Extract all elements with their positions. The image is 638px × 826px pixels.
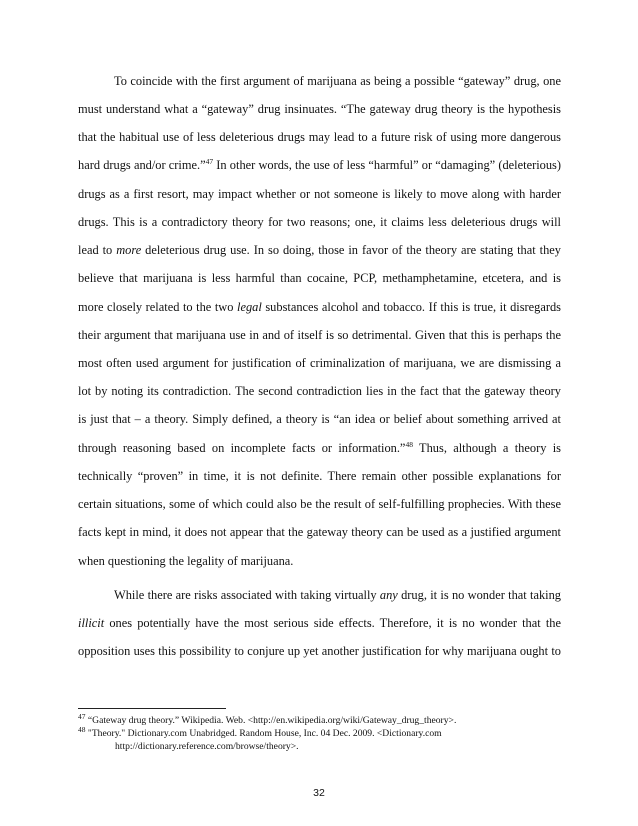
text-segment: In other words, the use of less “harmful” or “damaging” (deleterious) bbox=[213, 158, 561, 172]
footnote-ref-48[interactable]: 48 bbox=[405, 439, 413, 449]
page-number: 32 bbox=[313, 787, 325, 799]
text-segment: substances alcohol and tobacco. If this is true, it disregards bbox=[261, 300, 561, 314]
text-line: most often used argument for justification of criminalization of marijuana, we are dismissing a bbox=[78, 356, 561, 370]
emphasis-text: any bbox=[379, 588, 398, 602]
text-segment: While there are risks associated with taking virtually bbox=[114, 588, 380, 602]
text-segment: drug, it is no wonder that taking bbox=[397, 588, 561, 602]
text-line: opposition uses this possibility to conjure up yet another justification for why marijuana ought to bbox=[78, 644, 561, 658]
text-segment: ones potentially have the most serious side effects. Therefore, it is no wonder that the bbox=[104, 616, 561, 630]
text-line bbox=[78, 615, 561, 631]
text-segment: through reasoning based on incomplete facts or information.” bbox=[78, 441, 406, 455]
footnote-number: 48 bbox=[78, 724, 86, 734]
footnote-url[interactable]: http://dictionary.reference.com/browse/theory>. bbox=[115, 741, 299, 752]
text-segment: hard drugs and/or crime.” bbox=[78, 158, 206, 172]
footnote-48-continuation bbox=[115, 741, 598, 753]
text-line: drugs. This is a contradictory theory for two reasons; one, it claims less deleterious drugs will bbox=[78, 215, 561, 229]
footnote-text: "Theory." Dictionary.com Unabridged. Random House, Inc. 04 Dec. 2009. <Dictionary.com bbox=[85, 728, 442, 739]
text-line bbox=[114, 587, 561, 603]
text-segment: deleterious drug use. In so doing, those in favor of the theory are stating that they bbox=[141, 243, 561, 257]
footnote-number: 47 bbox=[78, 711, 86, 721]
text-line: believe that marijuana is less harmful than cocaine, PCP, methamphetamine, etcetera, and is bbox=[78, 271, 561, 285]
text-line: certain situations, some of which could also be the result of self-fulfilling prophecies. With these bbox=[78, 497, 561, 511]
footnote-ref-47[interactable]: 47 bbox=[205, 156, 214, 166]
text-segment: more closely related to the two bbox=[78, 300, 238, 314]
text-line: lot by noting its contradiction. The second contradiction lies in the fact that the gateway theory bbox=[78, 384, 561, 398]
emphasis-text: illicit bbox=[78, 616, 105, 630]
text-line bbox=[78, 299, 561, 315]
text-line bbox=[78, 242, 561, 258]
text-segment: Thus, although a theory is bbox=[412, 441, 561, 455]
text-line bbox=[78, 440, 561, 456]
footnote-separator bbox=[78, 708, 226, 709]
text-line: that the habitual use of less deleterious drugs may lead to a future risk of using more dangerous bbox=[78, 130, 561, 144]
text-line: drugs as a first resort, may impact whether or not someone is likely to move along with harder bbox=[78, 187, 561, 201]
emphasis-text: legal bbox=[237, 300, 262, 314]
text-line: technically “proven” in time, it is not definite. There remain other possible explanations for bbox=[78, 469, 561, 483]
text-line: their argument that marijuana use in and of itself is so detrimental. Given that this is perhaps the bbox=[78, 328, 561, 342]
footnote-text: “Gateway drug theory.” Wikipedia. Web. <http://en.wikipedia.org/wiki/Gateway_drug_theory>. bbox=[85, 715, 457, 726]
text-line: when questioning the legality of marijuana. bbox=[78, 554, 294, 568]
text-line: facts kept in mind, it does not appear that the gateway theory can be used as a justified argument bbox=[78, 525, 561, 539]
text-line: To coincide with the first argument of marijuana as being a possible “gateway” drug, one bbox=[114, 74, 561, 88]
text-line: is just that – a theory. Simply defined, a theory is “an idea or belief about something arrived at bbox=[78, 412, 561, 426]
footnote-48 bbox=[78, 724, 561, 740]
text-line bbox=[78, 157, 561, 173]
emphasis-text: more bbox=[116, 243, 142, 257]
text-segment: lead to bbox=[78, 243, 117, 257]
text-line: must understand what a “gateway” drug insinuates. “The gateway drug theory is the hypothesis bbox=[78, 102, 561, 116]
footnote-47 bbox=[78, 711, 561, 727]
